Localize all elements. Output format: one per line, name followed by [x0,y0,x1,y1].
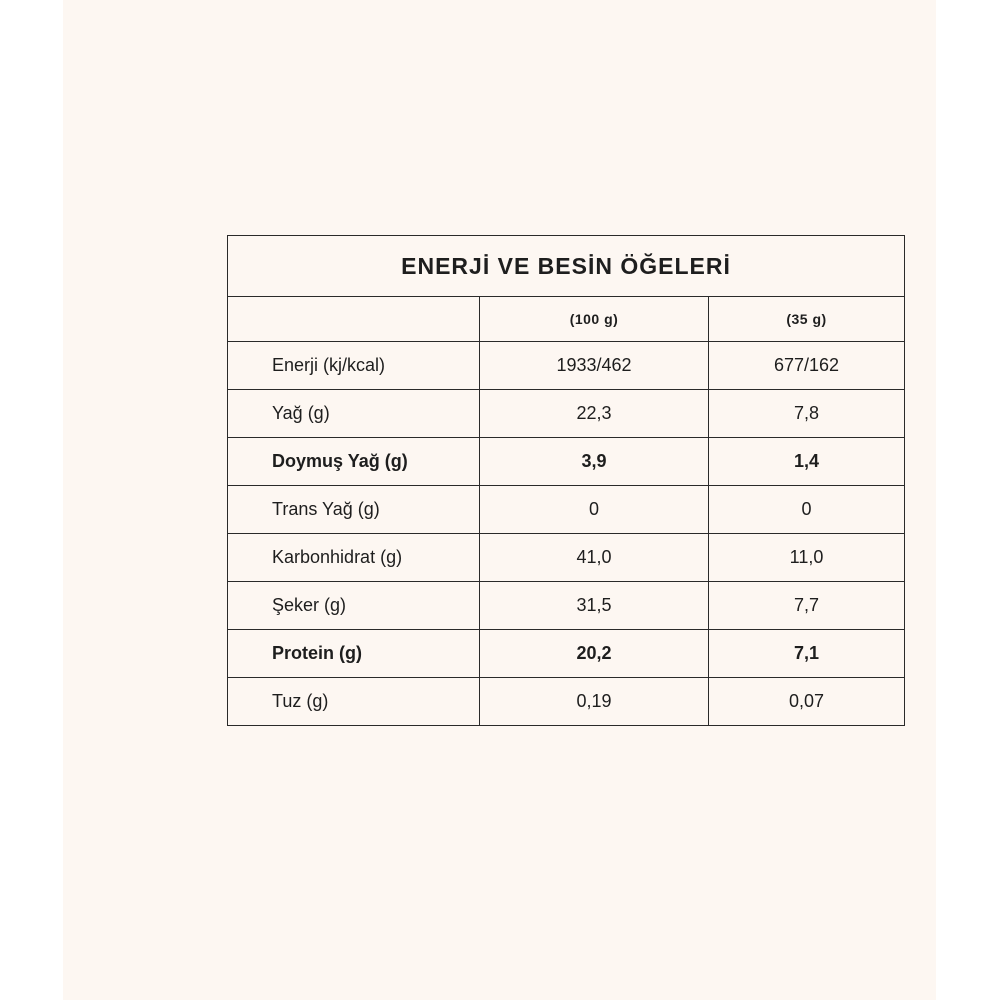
row-label: Karbonhidrat (g) [228,534,480,582]
table-row [228,342,905,390]
table-row [228,678,905,726]
row-label: Doymuş Yağ (g) [228,438,480,486]
row-value-100g: 20,2 [480,630,709,678]
table-row [228,486,905,534]
table-row [228,630,905,678]
row-label: Tuz (g) [228,678,480,726]
header-per-100g: (100 g) [480,297,709,342]
table-row [228,534,905,582]
row-value-35g: 7,8 [709,390,905,438]
table-title: ENERJİ VE BESİN ÖĞELERİ [228,236,905,297]
row-label: Şeker (g) [228,582,480,630]
row-value-100g: 31,5 [480,582,709,630]
header-row [228,297,905,342]
table-row [228,390,905,438]
table-row [228,582,905,630]
row-value-100g: 0 [480,486,709,534]
row-value-35g: 0 [709,486,905,534]
row-label: Protein (g) [228,630,480,678]
header-empty-cell [228,297,480,342]
row-value-35g: 0,07 [709,678,905,726]
row-value-35g: 7,7 [709,582,905,630]
row-label: Yağ (g) [228,390,480,438]
nutrition-table [227,235,905,726]
row-value-35g: 1,4 [709,438,905,486]
row-value-35g: 677/162 [709,342,905,390]
row-value-35g: 11,0 [709,534,905,582]
header-per-35g: (35 g) [709,297,905,342]
table-row [228,438,905,486]
row-value-100g: 1933/462 [480,342,709,390]
row-value-100g: 22,3 [480,390,709,438]
row-label: Trans Yağ (g) [228,486,480,534]
row-value-100g: 41,0 [480,534,709,582]
row-value-35g: 7,1 [709,630,905,678]
page-background [63,0,936,1000]
row-value-100g: 3,9 [480,438,709,486]
row-value-100g: 0,19 [480,678,709,726]
row-label: Enerji (kj/kcal) [228,342,480,390]
